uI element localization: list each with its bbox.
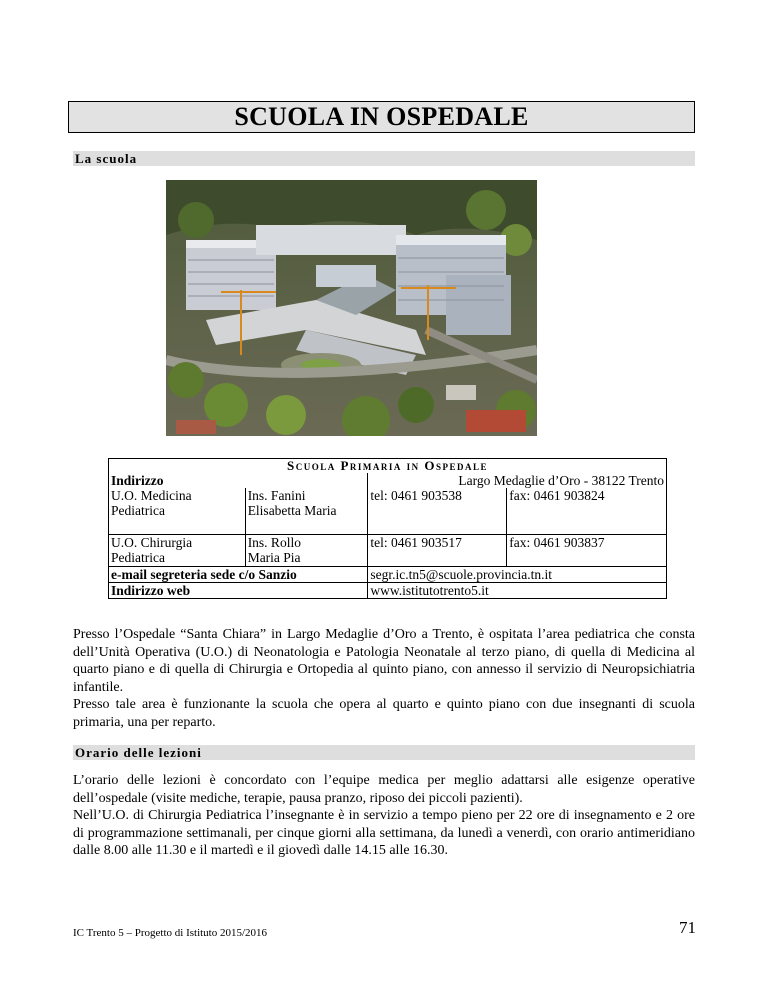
web-label: Indirizzo web: [109, 582, 368, 598]
paragraph-line: L’orario delle lezioni è concordato con l’equipe medica per meglio adattarsi alle esigenze operative dell’ospedale (visite mediche, terapie, pausa pranzo, riposo dei piccoli pazienti).: [73, 773, 695, 806]
paragraph-line: Nell’U.O. di Chirurgia Pediatrica l’insegnante è in servizio a tempo pieno per 22 ore di insegnamento e 2 ore di programmazione settimanali, per cinque giorni alla settimana, da lunedì a venerdì, con orario antimeridiano dalle 8.00 alle 11.30 e il martedì e il giovedì dalle 14.15 alle 16.30.: [73, 808, 695, 859]
teacher-line: Elisabetta Maria: [247, 503, 337, 518]
tel-medicina: tel: 0461 903538: [368, 488, 507, 534]
teacher-fanini: [245, 488, 368, 534]
indirizzo-label: Indirizzo: [109, 473, 368, 488]
tel-chirurgia: tel: 0461 903517: [368, 534, 507, 566]
teacher-line: Maria Pia: [247, 549, 301, 565]
unit-line: U.O. Medicina: [111, 488, 192, 503]
section-heading-orario: Orario delle lezioni: [73, 745, 695, 760]
paragraph-line: Presso l’Ospedale “Santa Chiara” in Largo Medaglie d’Oro a Trento, è ospitata l’area pediatrica che consta dell’Unità Operativa (U.O.) di Neonatologia e Patologia Neonatale al terzo piano, di quella di Medicina al quarto piano e di quella di Chirurgia e Ortopedia al quinto piano, con annesso il servizio di Neuropsichiatria infantile.: [73, 627, 695, 695]
email-value[interactable]: segr.ic.tn5@scuole.provincia.tn.it: [368, 566, 667, 582]
paragraph-area-pediatrica: [73, 626, 695, 732]
unit-chirurgia-pediatrica: [109, 534, 246, 566]
school-info-table: [108, 458, 667, 599]
page-title-box: [68, 101, 695, 133]
hospital-aerial-photo: [166, 180, 537, 436]
page-number: 71: [679, 918, 696, 937]
teacher-line: Ins. Rollo: [247, 534, 301, 550]
table-heading: Scuola Primaria in Ospedale: [109, 459, 667, 474]
unit-line: Pediatrica: [111, 549, 165, 565]
teacher-rollo: [245, 534, 368, 566]
paragraph-line: Presso tale area è funzionante la scuola che opera al quarto e quinto piano con due insegnanti di scuola primaria, una per reparto.: [73, 697, 695, 730]
email-label: e-mail segreteria sede c/o Sanzio: [109, 566, 368, 582]
unit-medicina-pediatrica: [109, 488, 246, 534]
fax-chirurgia: fax: 0461 903837: [507, 534, 667, 566]
page-title: SCUOLA IN OSPEDALE: [234, 102, 529, 131]
paragraph-orario: [73, 772, 695, 860]
section-heading-la-scuola: La scuola: [73, 151, 695, 166]
teacher-line: Ins. Fanini: [247, 488, 306, 503]
indirizzo-value: Largo Medaglie d’Oro - 38122 Trento: [368, 473, 667, 488]
web-value[interactable]: www.istitutotrento5.it: [368, 582, 667, 598]
unit-line: Pediatrica: [111, 503, 165, 518]
page-footer: IC Trento 5 – Progetto di Istituto 2015/2016: [73, 927, 268, 939]
unit-line: U.O. Chirurgia: [111, 534, 193, 550]
fax-medicina: fax: 0461 903824: [507, 488, 667, 534]
